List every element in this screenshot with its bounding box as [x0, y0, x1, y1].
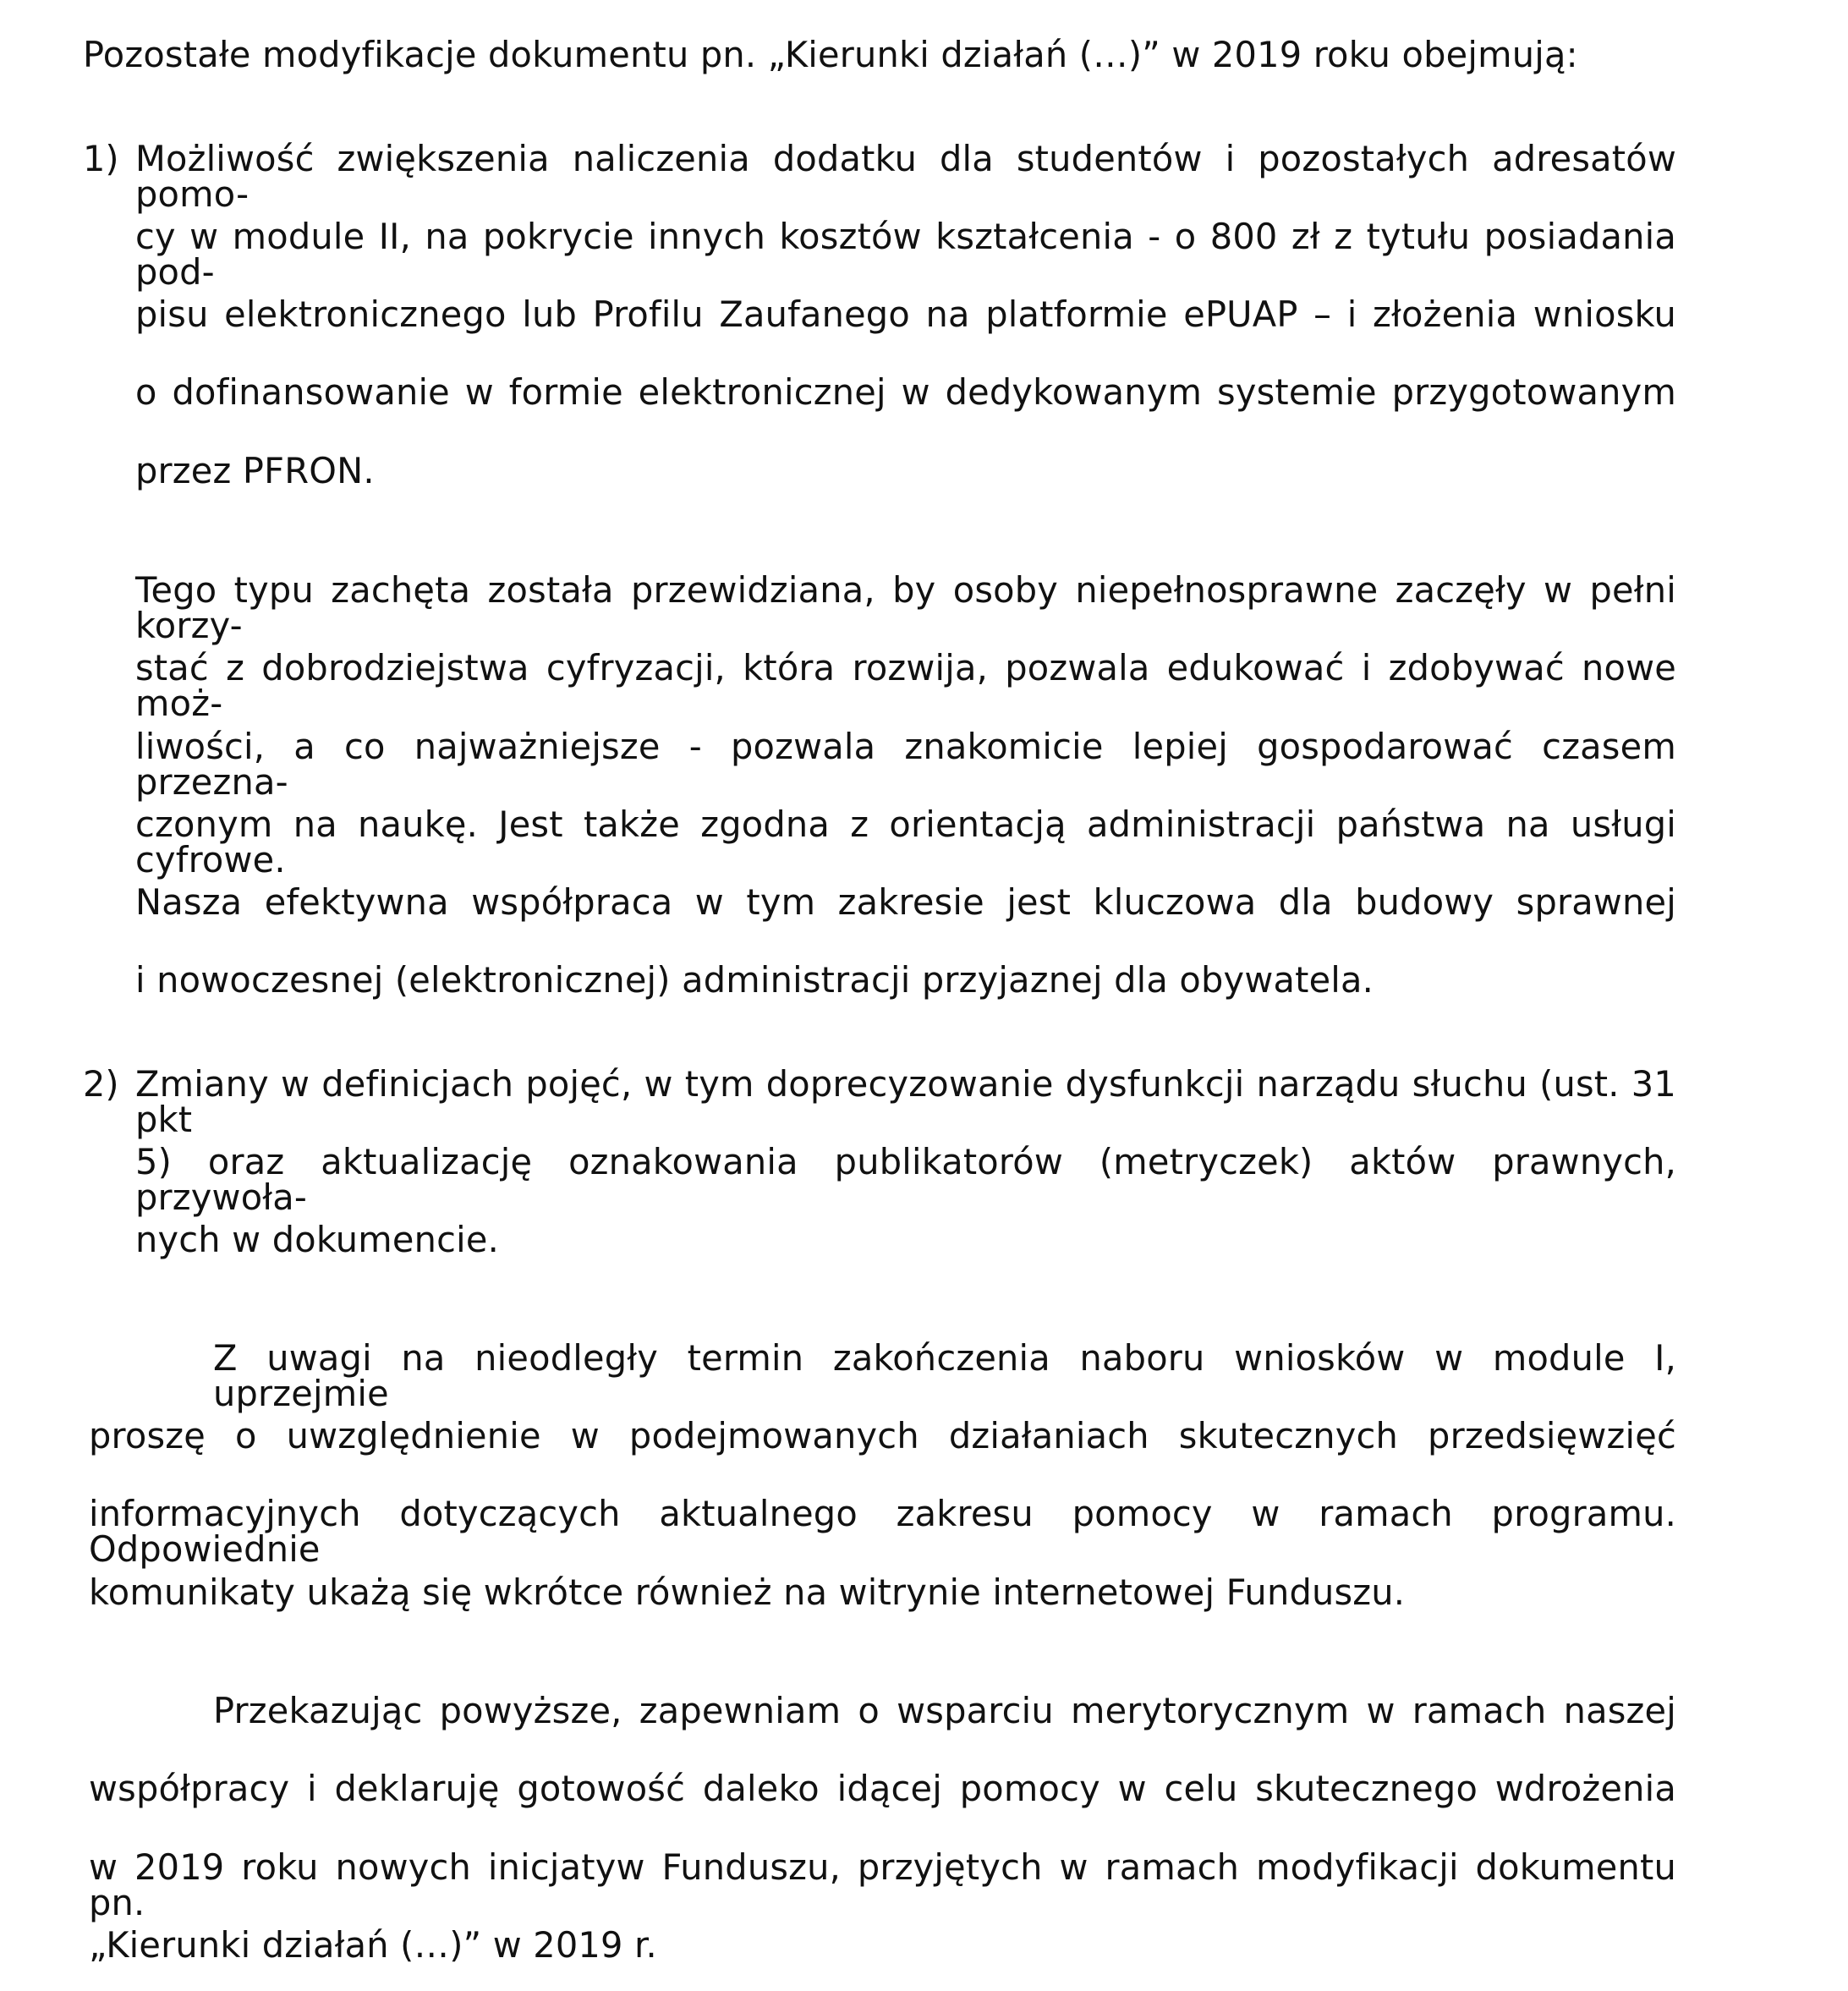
para4-line-2: współpracy i deklaruję gotowość daleko idącej pomocy w celu skutecznego wdrożenia [89, 1768, 1676, 1809]
item2-line-1: Zmiany w definicjach pojęć, w tym doprecyzowanie dysfunkcji narządu słuchu (ust. 31 pkt [135, 1063, 1676, 1140]
para4-line-4: „Kierunki działań (…)” w 2019 r. [89, 1924, 657, 1966]
item1-sub-line-2: stać z dobrodziejstwa cyfryzacji, która rozwija, pozwala edukować i zdobywać nowe moż- [135, 647, 1676, 724]
item1-line-5: przez PFRON. [135, 450, 375, 491]
para3-line-1: Z uwagi na nieodległy termin zakończenia naboru wniosków w module I, uprzejmie [213, 1337, 1676, 1414]
para3-line-4: komunikaty ukażą się wkrótce również na witrynie internetowej Funduszu. [89, 1571, 1406, 1613]
item2-line-2: 5) oraz aktualizację oznakowania publikatorów (metryczek) aktów prawnych, przywoła- [135, 1141, 1676, 1218]
item1-sub-line-5: Nasza efektywna współpraca w tym zakresie jest kluczowa dla budowy sprawnej [135, 881, 1676, 923]
list-number-2: 2) [83, 1063, 119, 1105]
para4-line-1: Przekazując powyższe, zapewniam o wsparciu merytorycznym w ramach naszej [213, 1690, 1676, 1731]
item1-sub-line-6: i nowoczesnej (elektronicznej) administracji przyjaznej dla obywatela. [135, 959, 1374, 1001]
item1-line-4: o dofinansowanie w formie elektronicznej w dedykowanym systemie przygotowanym [135, 371, 1676, 413]
item1-line-1: Możliwość zwiększenia naliczenia dodatku dla studentów i pozostałych adresatów pomo- [135, 138, 1676, 215]
para3-line-3: informacyjnych dotyczących aktualnego zakresu pomocy w ramach programu. Odpowiednie [89, 1493, 1676, 1570]
item1-line-3: pisu elektronicznego lub Profilu Zaufanego na platformie ePUAP – i złożenia wniosku [135, 293, 1676, 335]
list-number-1: 1) [83, 138, 119, 179]
item1-line-2: cy w module II, na pokrycie innych kosztów kształcenia - o 800 zł z tytułu posiadania pod- [135, 216, 1676, 293]
para4-line-3: w 2019 roku nowych inicjatyw Funduszu, przyjętych w ramach modyfikacji dokumentu pn. [89, 1846, 1676, 1923]
item1-sub-line-1: Tego typu zachęta została przewidziana, by osoby niepełnosprawne zaczęły w pełni korzy- [135, 569, 1676, 646]
intro-text: Pozostałe modyfikacje dokumentu pn. „Kierunki działań (…)” w 2019 roku obejmują: [83, 34, 1578, 75]
item1-sub-line-4: czonym na naukę. Jest także zgodna z orientacją administracji państwa na usługi cyfrowe. [135, 804, 1676, 880]
item1-sub-line-3: liwości, a co najważniejsze - pozwala znakomicie lepiej gospodarować czasem przezna- [135, 726, 1676, 803]
para3-line-2: proszę o uwzględnienie w podejmowanych działaniach skutecznych przedsięwzięć [89, 1415, 1676, 1456]
item2-line-3: nych w dokumencie. [135, 1219, 500, 1260]
